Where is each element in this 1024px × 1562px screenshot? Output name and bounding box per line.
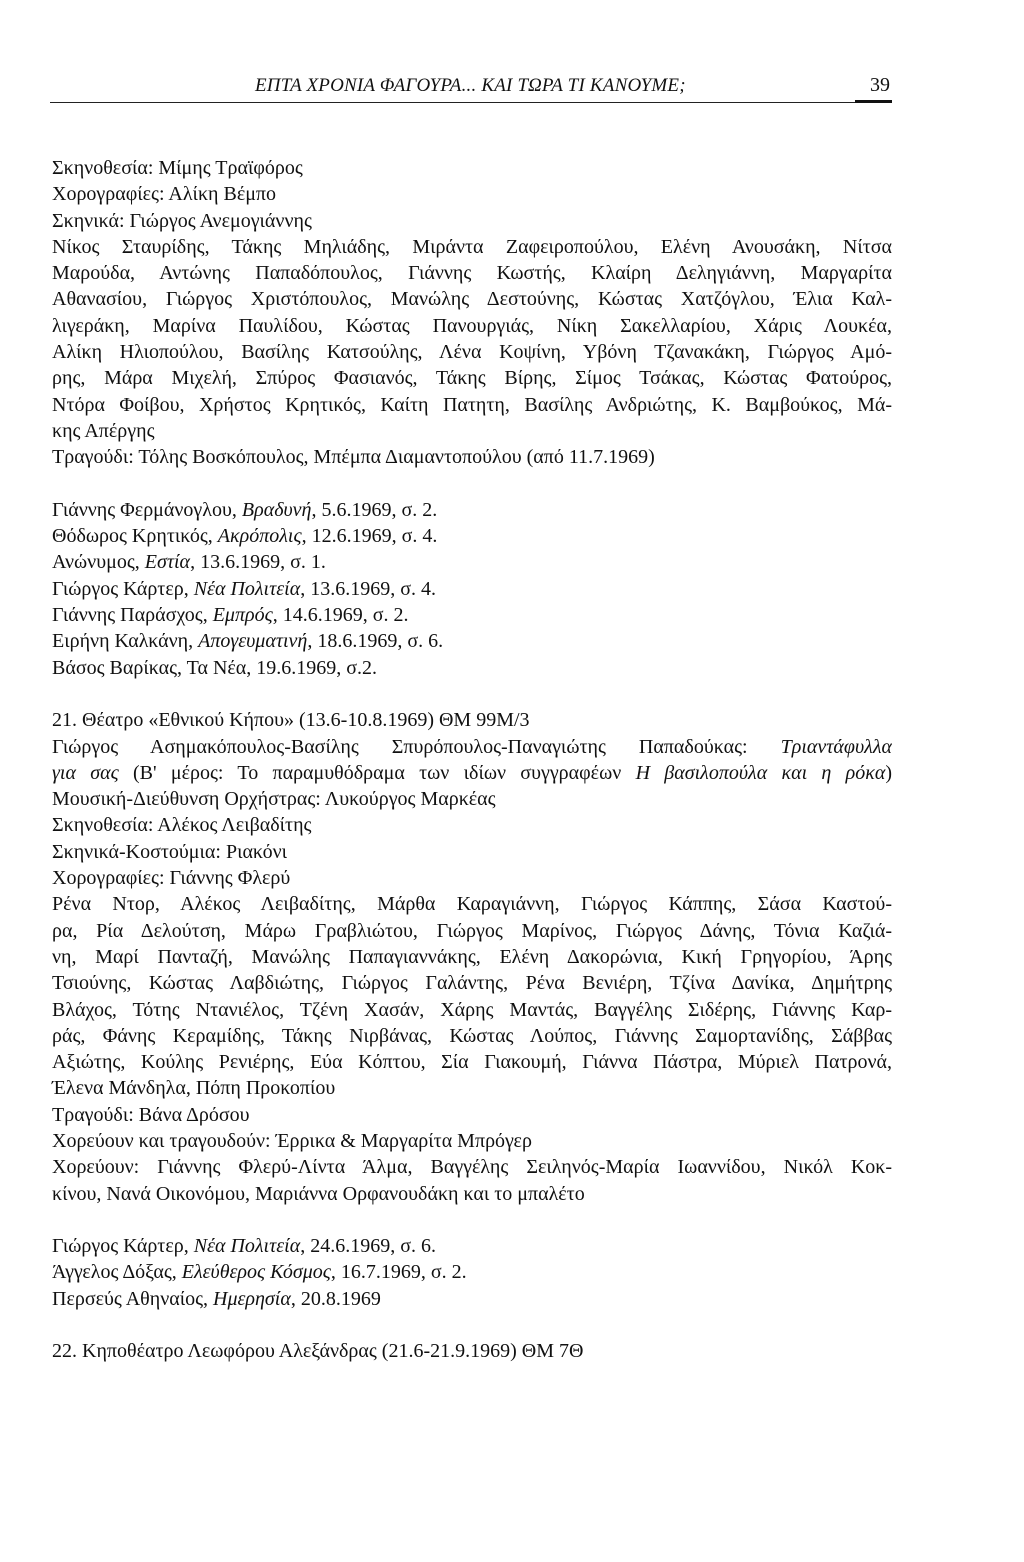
running-head: ΕΠΤΑ ΧΡΟΝΙΑ ΦΑΓΟΥΡΑ... ΚΑΙ ΤΩΡΑ ΤΙ ΚΑΝΟΥΜΕ; <box>255 75 686 96</box>
s20-cast-line: Μαρούδα, Αντώνης Παπαδόπουλος, Γιάννης Κωστής, Κλαίρη Δεληγιάννη, Μαργαρίτα <box>52 262 892 285</box>
s20-cast-line: Ντόρα Φοίβου, Χρήστος Κρητικός, Καίτη Πατητη, Βασίλης Ανδριώτης, Κ. Βαμβούκος, Μά- <box>52 393 892 416</box>
s20-review: Γιώργος Κάρτερ, Νέα Πολιτεία, 13.6.1969, σ. 4. <box>52 577 436 600</box>
s20-cast-line: Αλίκη Ηλιοπούλου, Βασίλης Κατσούλης, Λένα Κοψίνη, Υβόνη Τζανακάκη, Γιώργος Αμό- <box>52 341 892 364</box>
s21-subtitle: για σας (Β' μέρος: Το παραμυθόδραμα των ιδίων συγγραφέων Η βασιλοπούλα και η ρόκα) <box>52 761 892 784</box>
s21-cast-line: ράς, Φάνης Κεραμίδης, Τάκης Νιρβάνας, Κώστας Λούπος, Γιάννης Σαμορτανίδης, Σάββας <box>52 1024 892 1047</box>
s20-choreography: Χορογραφίες: Αλίκη Βέμπο <box>52 183 277 206</box>
header-rule <box>50 102 892 103</box>
s20-sets: Σκηνικά: Γιώργος Ανεμογιάννης <box>52 209 312 232</box>
page-number: 39 <box>870 74 890 96</box>
s21-cast-line: Έλενα Μάνδηλα, Πόπη Προκοπίου <box>52 1077 336 1100</box>
s21-dancers-line: Χορεύουν: Γιάννης Φλερύ-Λίντα Άλμα, Βαγγέλης Σειληνός-Μαρία Ιωαννίδου, Νικόλ Κοκ- <box>52 1156 892 1179</box>
s21-authors-title: Γιώργος Ασημακόπουλος-Βασίλης Σπυρόπουλος-Παναγιώτης Παπαδούκας: Τριαντάφυλλα <box>52 735 892 758</box>
s20-review: Γιάννης Παράσχος, Εμπρός, 14.6.1969, σ. 2. <box>52 604 409 627</box>
s22-heading: 22. Κηποθέατρο Λεωφόρου Αλεξάνδρας (21.6-21.9.1969) ΘΜ 7Θ <box>52 1340 584 1363</box>
page-number-underline <box>855 100 892 103</box>
s20-cast-line: Αθανασίου, Γιώργος Χριστόπουλος, Μανώλης Δεστούνης, Κώστας Χατζόγλου, Έλια Καλ- <box>52 288 892 311</box>
s20-direction: Σκηνοθεσία: Μίμης Τραϊφόρος <box>52 157 303 179</box>
s20-review: Γιάννης Φερμάνογλου, Βραδυνή, 5.6.1969, σ. 2. <box>52 498 438 521</box>
s21-direction: Σκηνοθεσία: Αλέκος Λειβαδίτης <box>52 814 312 837</box>
s21-choreography: Χορογραφίες: Γιάννης Φλερύ <box>52 867 291 890</box>
s21-cast-line: ρα, Ρία Δελούτση, Μάρω Γραβλιώτου, Γιώργος Μαρίνος, Γιώργος Δάνης, Τόνια Καζιά- <box>52 919 892 942</box>
page-body <box>52 155 892 1365</box>
s21-review: Περσεύς Αθηναίος, Ημερησία, 20.8.1969 <box>52 1287 381 1310</box>
s20-review: Βάσος Βαρίκας, Τα Νέα, 19.6.1969, σ.2. <box>52 656 378 679</box>
s21-review: Άγγελος Δόξας, Ελεύθερος Κόσμος, 16.7.1969, σ. 2. <box>52 1261 467 1284</box>
s20-cast-line: λιγεράκη, Μαρίνα Παυλίδου, Κώστας Πανουργιάς, Νίκη Σακελλαρίου, Χάρις Λουκέα, <box>52 314 892 337</box>
s21-cast-line: Βλάχος, Τότης Ντανιέλος, Τζένη Χασάν, Χάρης Μαντάς, Βαγγέλης Σιδέρης, Γιάννης Καρ- <box>52 998 892 1021</box>
s21-song: Τραγούδι: Βάνα Δρόσου <box>52 1103 250 1126</box>
s20-song: Τραγούδι: Τόλης Βοσκόπουλος, Μπέμπα Διαμαντοπούλου (από 11.7.1969) <box>52 446 655 469</box>
s20-review: Θόδωρος Κρητικός, Ακρόπολις, 12.6.1969, σ. 4. <box>52 525 438 548</box>
s20-review: Ειρήνη Καλκάνη, Απογευματινή, 18.6.1969, σ. 6. <box>52 630 444 653</box>
page-header <box>50 70 890 98</box>
s21-cast-line: Αξιώτης, Κούλης Ρενιέρης, Εύα Κόπτου, Σία Γιακουμή, Γιάννα Πάστρα, Μύριελ Πατρονά, <box>52 1051 892 1074</box>
s21-review: Γιώργος Κάρτερ, Νέα Πολιτεία, 24.6.1969, σ. 6. <box>52 1235 436 1258</box>
s21-heading: 21. Θέατρο «Εθνικού Κήπου» (13.6-10.8.1969) ΘΜ 99Μ/3 <box>52 709 530 732</box>
s21-dancers-line: κίνου, Νανά Οικονόμου, Μαριάννα Ορφανουδάκη και το μπαλέτο <box>52 1182 585 1205</box>
s20-cast-line: Νίκος Σταυρίδης, Τάκης Μηλιάδης, Μιράντα Ζαφειροπούλου, Ελένη Ανουσάκη, Νίτσα <box>52 235 892 258</box>
s21-cast-line: Ρένα Ντορ, Αλέκος Λειβαδίτης, Μάρθα Καραγιάννη, Γιώργος Κάππης, Σάσα Καστού- <box>52 893 892 916</box>
s20-cast-line: κης Απέργης <box>52 419 155 442</box>
s21-music: Μουσική-Διεύθυνση Ορχήστρας: Λυκούργος Μαρκέας <box>52 788 496 811</box>
s21-cast-line: Τσιούνης, Κώστας Λαβδιώτης, Γιώργος Γαλάντης, Ρένα Βενιέρη, Τζίνα Δανίκα, Δημήτρης <box>52 972 892 995</box>
s20-review: Ανώνυμος, Εστία, 13.6.1969, σ. 1. <box>52 551 326 574</box>
s20-cast-line: ρης, Μάρα Μιχελή, Σπύρος Φασιανός, Τάκης Βίρης, Σίμος Τσάκας, Κώστας Φατούρος, <box>52 367 892 390</box>
s21-dance-sing: Χορεύουν και τραγουδούν: Έρρικα & Μαργαρίτα Μπρόγερ <box>52 1129 532 1152</box>
s21-cast-line: νη, Μαρί Πανταζή, Μανώλης Παπαγιαννάκης, Ελένη Δακορώνια, Κική Γρηγορίου, Άρης <box>52 945 892 968</box>
s21-sets: Σκηνικά-Κοστούμια: Ριακόνι <box>52 840 287 863</box>
